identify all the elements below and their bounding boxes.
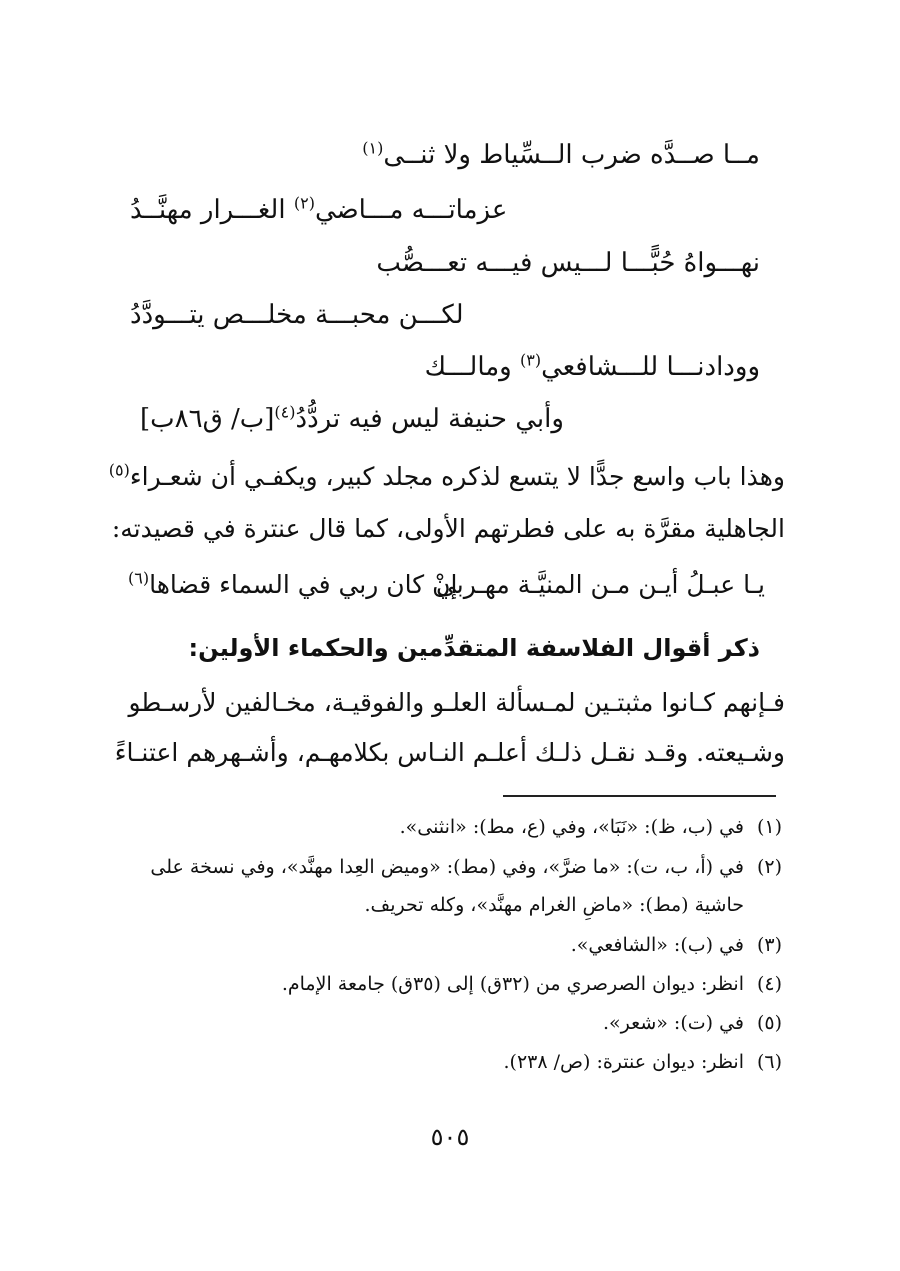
footnote-2-continuation bbox=[365, 894, 745, 916]
antara-hemistich-1 bbox=[436, 570, 765, 599]
poem-line-5-post: ومالـــك bbox=[424, 352, 512, 382]
footnote-5-text: في (ت): «شعر». bbox=[603, 1012, 744, 1034]
antara-hemistich-2-text: إنْ كان ربي في السماء قضاها bbox=[149, 570, 458, 599]
footnote-ref-6: (٦) bbox=[128, 568, 150, 588]
poem-line-2-text: الغـــرار مهنَّــدُ bbox=[130, 195, 286, 225]
footnote-2 bbox=[150, 856, 782, 878]
footnote-2-text: في (أ، ب، ت): «ما ضرَّ»، وفي (مط): «وميض العِدا مهنَّد»، وفي نسخة على bbox=[150, 856, 744, 878]
para2-line-2 bbox=[115, 738, 785, 767]
poem-line-6-pre: وأبي حنيفة ليس فيه تردُّدُ bbox=[295, 404, 564, 434]
poem-line-3-text: نهـــواهُ حُبًّـــا لـــيس فيـــه تعـــصُّب bbox=[376, 248, 760, 278]
footnote-2-cont-text: حاشية (مط): «ماضِ الغرام مهنَّد»، وكله تحريف. bbox=[364, 894, 744, 916]
footnote-5-number: (٥) bbox=[756, 1012, 782, 1034]
footnote-4-text: انظر: ديوان الصرصري من (٣٢ق) إلى (٣٥ق) جامعة الإمام. bbox=[281, 973, 744, 995]
poem-line-5 bbox=[425, 352, 760, 382]
footnote-6 bbox=[504, 1051, 783, 1073]
poem-line-2-pre: عزماتـــه مـــاضي bbox=[314, 195, 508, 225]
poem-line-4 bbox=[130, 300, 464, 330]
poem-line-4-text: لكـــن محبـــة مخلـــص يتـــودَّدُ bbox=[130, 300, 464, 330]
poem-line-1-text: مــا صــدَّه ضرب الــسِّياط ولا ثنــى bbox=[383, 140, 760, 170]
poem-line-3 bbox=[376, 248, 760, 278]
footnote-ref-4: (٤) bbox=[274, 402, 296, 422]
para2-line-2-text: وشـيعته. وقـد نقـل ذلـك أعلـم النـاس بكلامهـم، وأشـهرهم اعتنـاءً bbox=[114, 738, 785, 767]
footnote-2-number: (٢) bbox=[756, 856, 782, 878]
footnote-3-number: (٣) bbox=[756, 934, 782, 956]
manuscript-ref: [ب/ ق٨٦ب] bbox=[140, 404, 275, 434]
footnote-ref-2: (٢) bbox=[293, 193, 315, 213]
poem-line-1 bbox=[362, 140, 760, 170]
footnote-ref-1: (١) bbox=[362, 138, 384, 158]
para1-line-2 bbox=[112, 514, 785, 543]
para1-line-1 bbox=[109, 462, 785, 491]
poem-line-5-pre: وودادنـــا للـــشافعي bbox=[541, 352, 760, 382]
poem-line-2 bbox=[130, 195, 507, 225]
antara-hemistich-2 bbox=[128, 570, 457, 599]
footnote-separator bbox=[503, 795, 776, 797]
footnote-1-number: (١) bbox=[756, 816, 782, 838]
para2-line-1 bbox=[128, 688, 785, 717]
footnote-1-text: في (ب، ظ): «نَبَا»، وفي (ع، مط): «انثنى». bbox=[399, 816, 744, 838]
para2-line-1-text: فـإنهم كـانوا مثبتـين لمـسألة العلـو والفوقيـة، مخـالفين لأرسـطو bbox=[128, 688, 785, 717]
footnote-5 bbox=[603, 1012, 782, 1034]
para1-line-2-text: الجاهلية مقرَّة به على فطرتهم الأولى، كما قال عنترة في قصيدته: bbox=[111, 514, 785, 543]
footnote-6-text: انظر: ديوان عنترة: (ص/ ٢٣٨). bbox=[503, 1051, 744, 1073]
footnote-4 bbox=[282, 973, 782, 995]
poem-line-6 bbox=[140, 404, 564, 434]
page-number: ٥٠٥ bbox=[430, 1123, 470, 1151]
footnote-4-number: (٤) bbox=[756, 973, 782, 995]
footnote-ref-3: (٣) bbox=[520, 350, 542, 370]
section-heading bbox=[189, 634, 761, 662]
antara-hemistich-1-text: يـا عبـلُ أيـن مـن المنيَّـة مهـربي bbox=[435, 570, 765, 599]
section-heading-text: ذكر أقوال الفلاسفة المتقدِّمين والحكماء الأولين: bbox=[188, 634, 760, 662]
footnote-3 bbox=[571, 934, 782, 956]
footnote-1 bbox=[400, 816, 782, 838]
footnote-ref-5: (٥) bbox=[108, 460, 130, 480]
footnote-6-number: (٦) bbox=[756, 1051, 782, 1073]
footnote-3-text: في (ب): «الشافعي». bbox=[570, 934, 744, 956]
para1-line-1-text: وهذا باب واسع جدًّا لا يتسع لذكره مجلد كبير، ويكفـي أن شعـراء bbox=[129, 462, 785, 491]
